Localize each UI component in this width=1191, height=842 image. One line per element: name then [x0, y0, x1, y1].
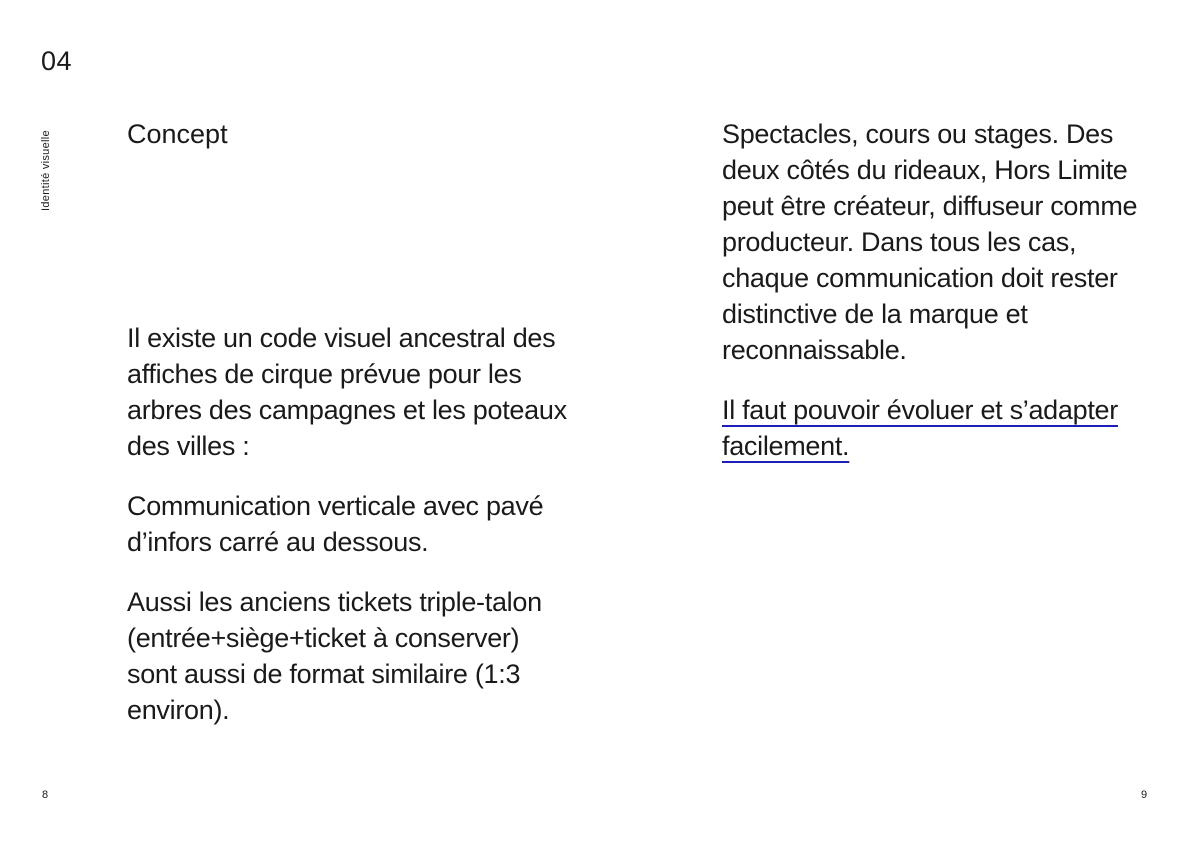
highlight-statement [722, 392, 1142, 464]
paragraph-vertical-communication: Communication verticale avec pavé d’infors carré au dessous. [127, 491, 544, 557]
left-column [127, 320, 567, 752]
paragraph-tickets: Aussi les anciens tickets triple-talon (entrée+siège+ticket à conserver) sont aussi de format similaire (1:3 environ). [127, 587, 542, 725]
right-column [722, 116, 1142, 488]
section-label: Identité visuelle [40, 130, 52, 211]
page-number-left: 8 [42, 789, 49, 801]
paragraph-visual-code: Il existe un code visuel ancestral des affiches de cirque prévue pour les arbres des campagnes et les poteaux des villes : [127, 323, 567, 461]
section-number: 04 [41, 46, 73, 76]
paragraph-shows: Spectacles, cours ou stages. Des deux côtés du rideaux, Hors Limite peut être créateur, diffuseur comme producteur. Dans tous les cas, chaque communication doit rester distinctive de la marque et reconnaissable. [722, 119, 1138, 365]
highlight-text: Il faut pouvoir évoluer et s’adapter facilement. [722, 395, 1118, 461]
page-title: Concept [127, 119, 228, 149]
page-number-right: 9 [1141, 789, 1148, 801]
